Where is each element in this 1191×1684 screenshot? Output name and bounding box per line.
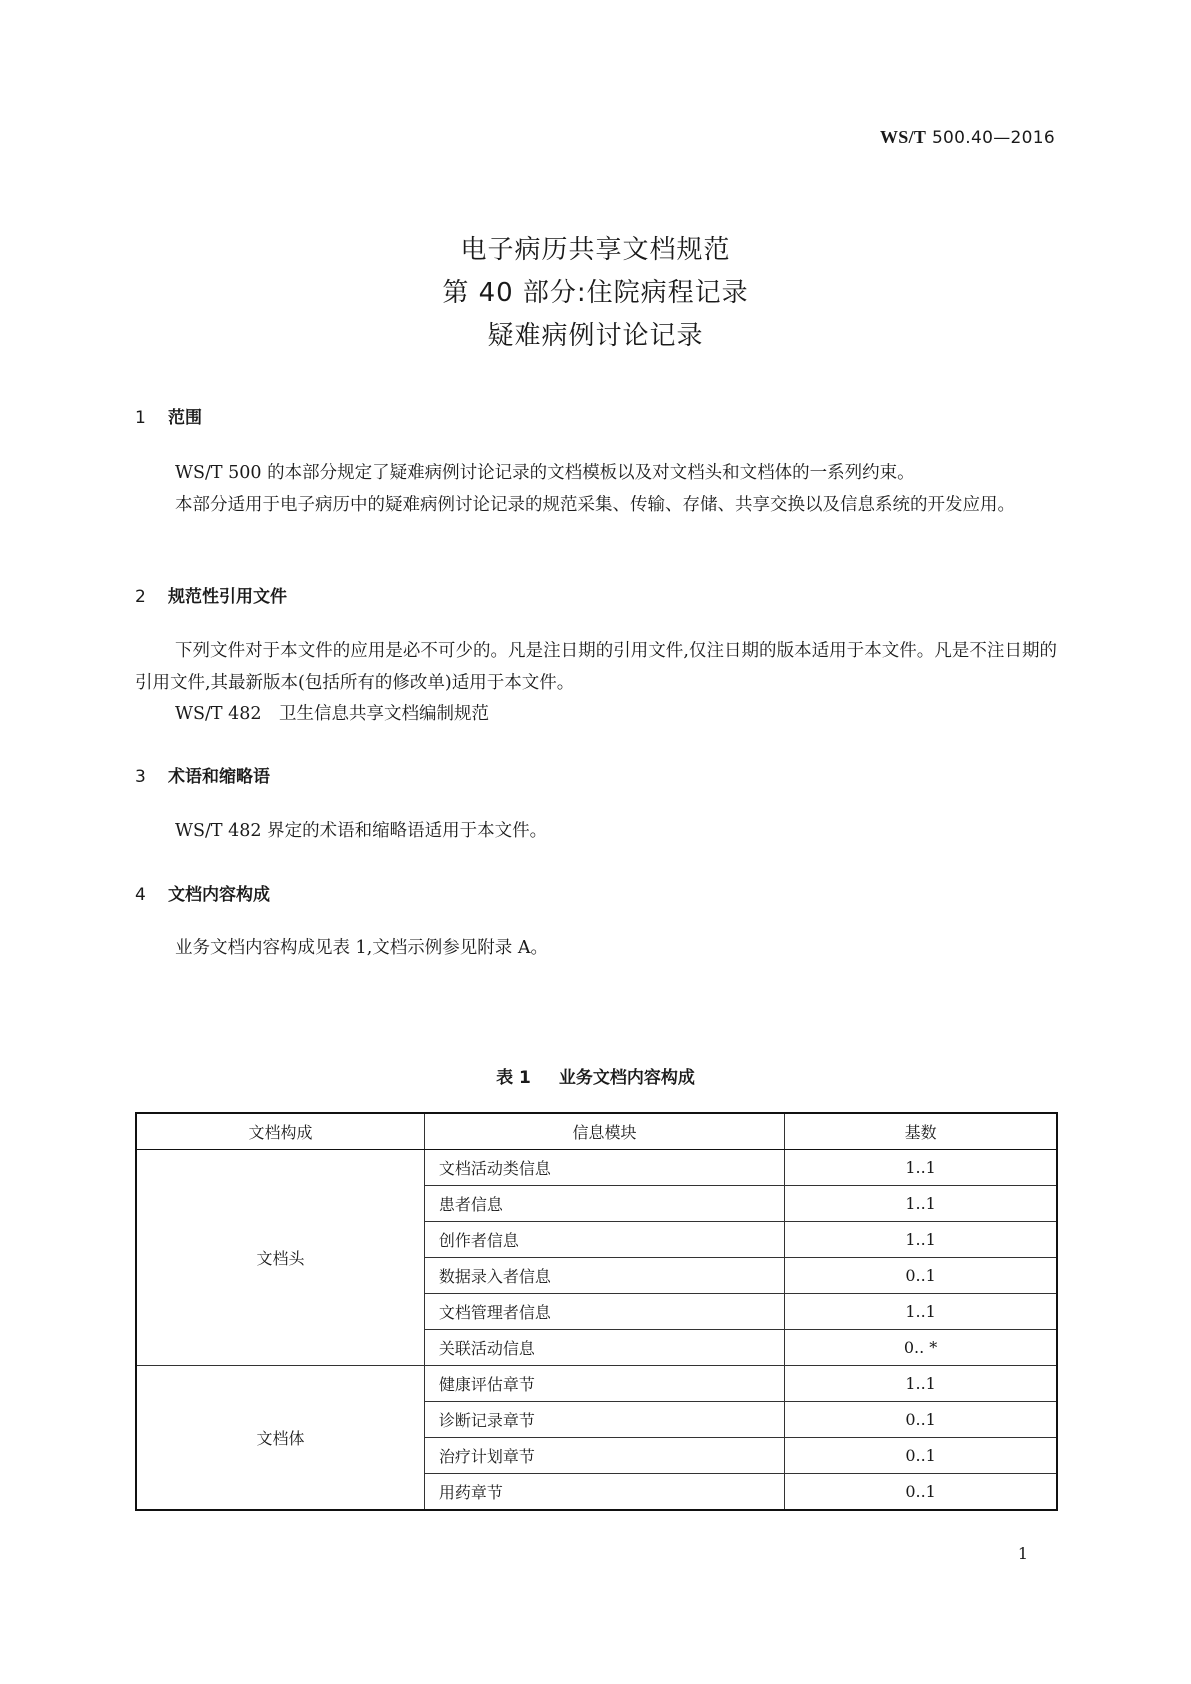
title-line-1: 电子病历共享文档规范	[460, 235, 731, 265]
table-caption-title: 业务文档内容构成	[558, 1068, 695, 1088]
module-cell: 文档活动类信息	[424, 1150, 784, 1186]
section-2-paragraph-1: 下列文件对于本文件的应用是必不可少的。凡是注日期的引用文件,仅注日期的版本适用于本文件。凡是不注日期的引用文件,其最新版本(包括所有的修改单)适用于本文件。	[135, 641, 1057, 693]
module-cell: 文档管理者信息	[424, 1294, 784, 1330]
module-cell: 诊断记录章节	[424, 1402, 784, 1438]
document-title	[0, 229, 1191, 358]
section-title: 规范性引用文件	[168, 587, 287, 607]
title-line-3: 疑难病例讨论记录	[487, 321, 704, 351]
module-cell: 关联活动信息	[424, 1330, 784, 1366]
section-1-paragraph-1: WS/T 500 的本部分规定了疑难病例讨论记录的文档模板以及对文档头和文档体的一系列约束。	[175, 463, 915, 483]
section-4-heading	[135, 880, 270, 905]
table-caption-label: 表 1	[496, 1068, 531, 1088]
module-cell: 患者信息	[424, 1186, 784, 1222]
column-header-cardinality: 基数	[785, 1113, 1057, 1150]
standard-code-number: 500.40—2016	[931, 128, 1055, 148]
cardinality-cell: 0.. *	[785, 1330, 1057, 1366]
cardinality-cell: 1..1	[785, 1150, 1057, 1186]
section-1-paragraph-2: 本部分适用于电子病历中的疑难病例讨论记录的规范采集、传输、存储、共享交换以及信息系统的开发应用。	[175, 495, 1015, 515]
cardinality-cell: 1..1	[785, 1222, 1057, 1258]
module-cell: 健康评估章节	[424, 1366, 784, 1402]
group-cell-document-body: 文档体	[136, 1366, 424, 1511]
section-4-paragraph-1: 业务文档内容构成见表 1,文档示例参见附录 A。	[175, 938, 548, 958]
cardinality-cell: 1..1	[785, 1366, 1057, 1402]
table-caption	[0, 1063, 1191, 1088]
group-cell-document-header: 文档头	[136, 1150, 424, 1366]
section-number: 2	[135, 587, 146, 607]
column-header-composition: 文档构成	[136, 1113, 424, 1150]
section-number: 1	[135, 408, 146, 428]
section-3-heading	[135, 762, 270, 787]
module-cell: 治疗计划章节	[424, 1438, 784, 1474]
cardinality-cell: 1..1	[785, 1186, 1057, 1222]
standard-code	[880, 127, 1055, 148]
standard-code-prefix: WS/T	[880, 127, 927, 147]
module-cell: 用药章节	[424, 1474, 784, 1511]
section-3-paragraph-1: WS/T 482 界定的术语和缩略语适用于本文件。	[175, 821, 548, 841]
table-row	[136, 1366, 1057, 1402]
section-2-heading	[135, 582, 287, 607]
section-title: 范围	[168, 408, 202, 428]
section-1-heading	[135, 403, 202, 428]
section-title: 术语和缩略语	[168, 767, 270, 787]
section-number: 4	[135, 885, 146, 905]
document-content-table	[135, 1112, 1058, 1511]
section-number: 3	[135, 767, 146, 787]
table-header-row	[136, 1113, 1057, 1150]
section-2-reference: WS/T 482 卫生信息共享文档编制规范	[175, 704, 490, 724]
module-cell: 创作者信息	[424, 1222, 784, 1258]
column-header-module: 信息模块	[424, 1113, 784, 1150]
table-row	[136, 1150, 1057, 1186]
section-title: 文档内容构成	[168, 885, 270, 905]
page-number: 1	[1017, 1544, 1028, 1563]
cardinality-cell: 0..1	[785, 1438, 1057, 1474]
title-line-2: 第 40 部分:住院病程记录	[442, 278, 749, 308]
cardinality-cell: 0..1	[785, 1474, 1057, 1511]
cardinality-cell: 1..1	[785, 1294, 1057, 1330]
cardinality-cell: 0..1	[785, 1402, 1057, 1438]
module-cell: 数据录入者信息	[424, 1258, 784, 1294]
cardinality-cell: 0..1	[785, 1258, 1057, 1294]
